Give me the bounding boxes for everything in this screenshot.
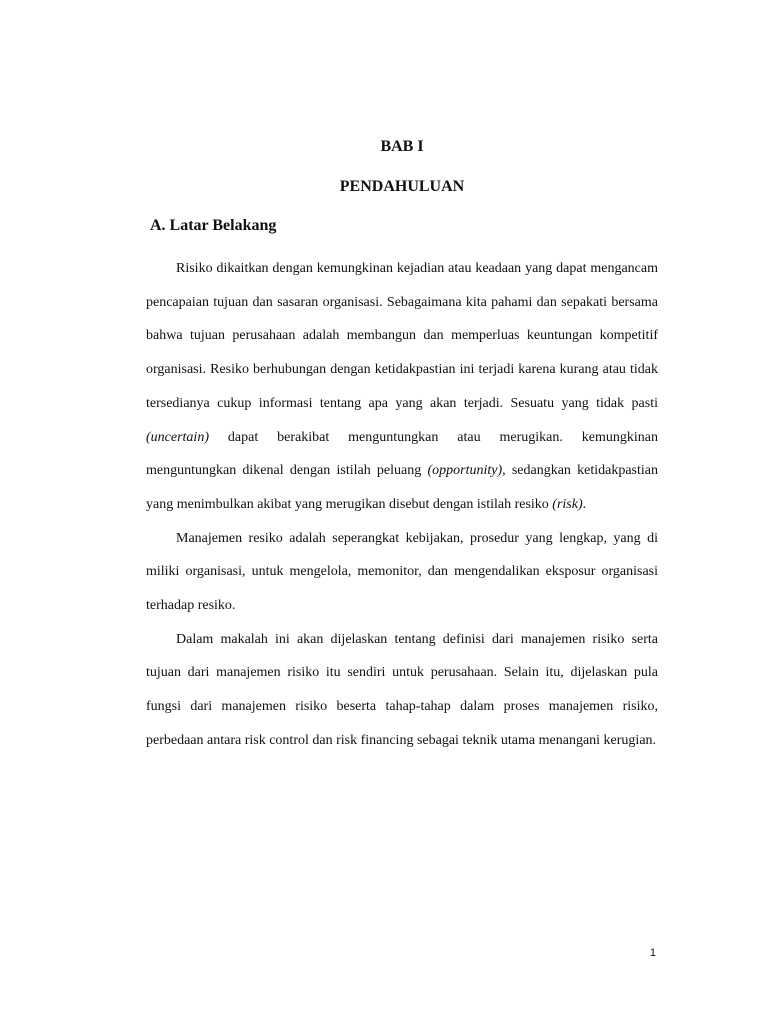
paragraph-text: Risiko dikaitkan dengan kemungkinan kejadian atau keadaan yang dapat mengancam pencapaian tujuan dan sasaran organisasi. Sebagaimana kita pahami dan sepakati bersama bahwa tujuan perusahaan adalah membangun dan memperluas keuntungan kompetitif organisasi. Resiko berhubungan dengan ketidakpastian ini terjadi karena kurang atau tidak tersedianya cukup informasi tentang apa yang akan terjadi. Sesuatu yang tidak pasti [146, 261, 658, 411]
paragraph-text: Manajemen resiko adalah seperangkat kebijakan, prosedur yang lengkap, yang di miliki organisasi, untuk mengelola, memonitor, dan mengendalikan eksposur organisasi terhadap resiko. [146, 530, 658, 614]
paragraph-1 [146, 252, 658, 522]
section-heading: A. Latar Belakang [150, 217, 277, 234]
body-text [146, 252, 658, 758]
paragraph-2 [146, 522, 658, 623]
italic-term-uncertain: (uncertain) [146, 429, 209, 445]
paragraph-text: dapat berakibat menguntungkan atau merugikan. kemungkinan menguntungkan dikenal dengan istilah peluang [146, 429, 658, 479]
paragraph-text: , sedangkan ketidakpastian yang menimbulkan akibat yang merugikan disebut dengan istilah resiko [146, 463, 658, 512]
paragraph-text: . [582, 496, 587, 512]
chapter-title: PENDAHULUAN [339, 178, 465, 195]
chapter-number: BAB I [380, 138, 424, 155]
page-number: 1 [649, 947, 656, 959]
paragraph-3 [146, 623, 658, 758]
italic-term-risk: (risk) [552, 496, 583, 512]
paragraph-text: Dalam makalah ini akan dijelaskan tentang definisi dari manajemen risiko serta tujuan dari manajemen risiko itu sendiri untuk perusahaan. Selain itu, dijelaskan pula fungsi dari manajemen risiko beserta tahap-tahap dalam proses manajemen risiko, perbedaan antara risk control dan risk financing sebagai teknik utama menangani kerugian. [146, 631, 658, 748]
italic-term-opportunity: (opportunity) [427, 463, 503, 479]
